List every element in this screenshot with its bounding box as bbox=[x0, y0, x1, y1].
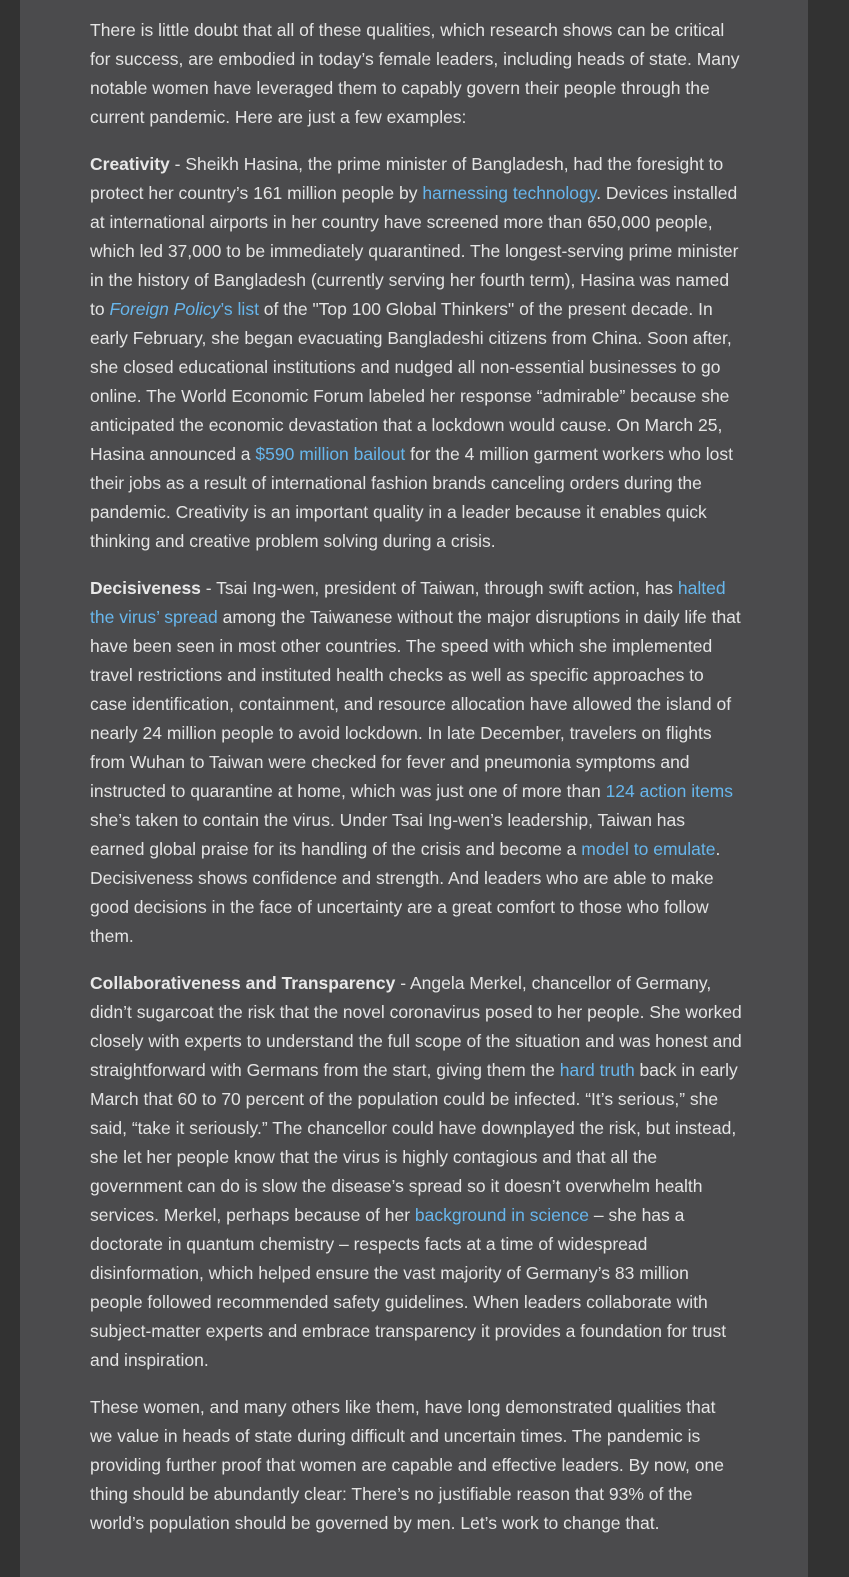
background-in-science-link[interactable]: background in science bbox=[414, 1205, 590, 1225]
article-body bbox=[90, 16, 742, 1556]
paragraph-text: - Sheikh Hasina, the prime minister of Bangladesh, had the foresight to protect her country’s 161 million people by bbox=[90, 154, 724, 203]
bailout-link[interactable]: $590 million bailout bbox=[255, 444, 406, 464]
paragraph-text: among the Taiwanese without the major disruptions in daily life that have been seen in most other countries. The speed with which she implemented travel restrictions and instituted health checks as well as specific approaches to case identification, containment, and resource allocation have allowed the island of nearly 24 million people to avoid lockdown. In late December, travelers on flights from Wuhan to Taiwan were checked for fever and pneumonia symptoms and instructed to quarantine at home, which was just one of more than bbox=[90, 607, 741, 801]
halted-virus-spread-link[interactable]: halted the virus’ spread bbox=[90, 578, 726, 627]
paragraph-text: of the "Top 100 Global Thinkers" of the present decade. In early February, she began evacuating Bangladeshi citizens from China. Soon after, she closed educational institutions and nudged all non-essential businesses to go online. The World Economic Forum labeled her response “admirable” because she anticipated the economic devastation that a lockdown would cause. On March 25, Hasina announced a bbox=[90, 299, 732, 464]
foreign-policy-list-link[interactable] bbox=[109, 299, 258, 319]
conclusion-paragraph: These women, and many others like them, have long demonstrated qualities that we value in heads of state during difficult and uncertain times. The pandemic is providing further proof that women are capable and effective leaders. By now, one thing should be abundantly clear: There’s no justifiable reason that 93% of the world’s population should be governed by men. Let’s work to change that. bbox=[90, 1397, 724, 1533]
collaborativeness-heading: Collaborativeness and Transparency bbox=[90, 973, 396, 993]
decisiveness-heading: Decisiveness bbox=[90, 578, 201, 598]
paragraph-text: she’s taken to contain the virus. Under Tsai Ing-wen’s leadership, Taiwan has earned global praise for its handling of the crisis and become a bbox=[90, 810, 686, 859]
paragraph-text: . Devices installed at international airports in her country have screened more than 650,000 people, which led 37,000 to be immediately quarantined. The longest-serving prime minister in the history of Bangladesh (currently serving her fourth term), Hasina was named to bbox=[90, 183, 739, 319]
decisiveness-paragraph bbox=[90, 574, 742, 951]
paragraph-text: for the 4 million garment workers who lost their jobs as a result of international fashion brands canceling orders during the pandemic. Creativity is an important quality in a leader because it enables quick thinking and creative problem solving during a crisis. bbox=[90, 444, 734, 551]
foreign-policy-title: Foreign Policy bbox=[109, 299, 221, 319]
link-text: ’s list bbox=[220, 299, 259, 319]
paragraph-text: - Tsai Ing-wen, president of Taiwan, through swift action, has bbox=[200, 578, 678, 598]
intro-paragraph: There is little doubt that all of these qualities, which research shows can be critical for success, are embodied in today’s female leaders, including heads of state. Many notable women have leveraged them to capably govern their people through the current pandemic. Here are just a few examples: bbox=[90, 20, 740, 127]
collaborativeness-paragraph bbox=[90, 969, 742, 1375]
model-to-emulate-link[interactable]: model to emulate bbox=[581, 839, 716, 859]
paragraph-text: – she has a doctorate in quantum chemistry – respects facts at a time of widespread disinformation, which helped ensure the vast majority of Germany’s 83 million people followed recommended safety guidelines. When leaders collaborate with subject-matter experts and embrace transparency it provides a foundation for trust and inspiration. bbox=[90, 1205, 727, 1370]
paragraph-text: back in early March that 60 to 70 percent of the population could be infected. “It’s serious,” she said, “take it seriously.” The chancellor could have downplayed the risk, but instead, she let her people know that the virus is highly contagious and that all the government can do is slow the disease’s spread so it doesn’t overwhelm health services. Merkel, perhaps because of her bbox=[90, 1060, 738, 1225]
action-items-link[interactable]: 124 action items bbox=[605, 781, 734, 801]
paragraph-text: . Decisiveness shows confidence and strength. And leaders who are able to make good decisions in the face of uncertainty are a great comfort to those who follow them. bbox=[90, 839, 721, 946]
paragraph-text: - Angela Merkel, chancellor of Germany, didn’t sugarcoat the risk that the novel coronavirus posed to her people. She worked closely with experts to understand the full scope of the situation and was honest and straightforward with Germans from the start, giving them the bbox=[90, 973, 742, 1080]
harnessing-technology-link[interactable]: harnessing technology bbox=[422, 183, 597, 203]
creativity-heading: Creativity bbox=[90, 154, 170, 174]
creativity-paragraph bbox=[90, 150, 742, 556]
article-page bbox=[20, 0, 808, 1577]
hard-truth-link[interactable]: hard truth bbox=[559, 1060, 635, 1080]
